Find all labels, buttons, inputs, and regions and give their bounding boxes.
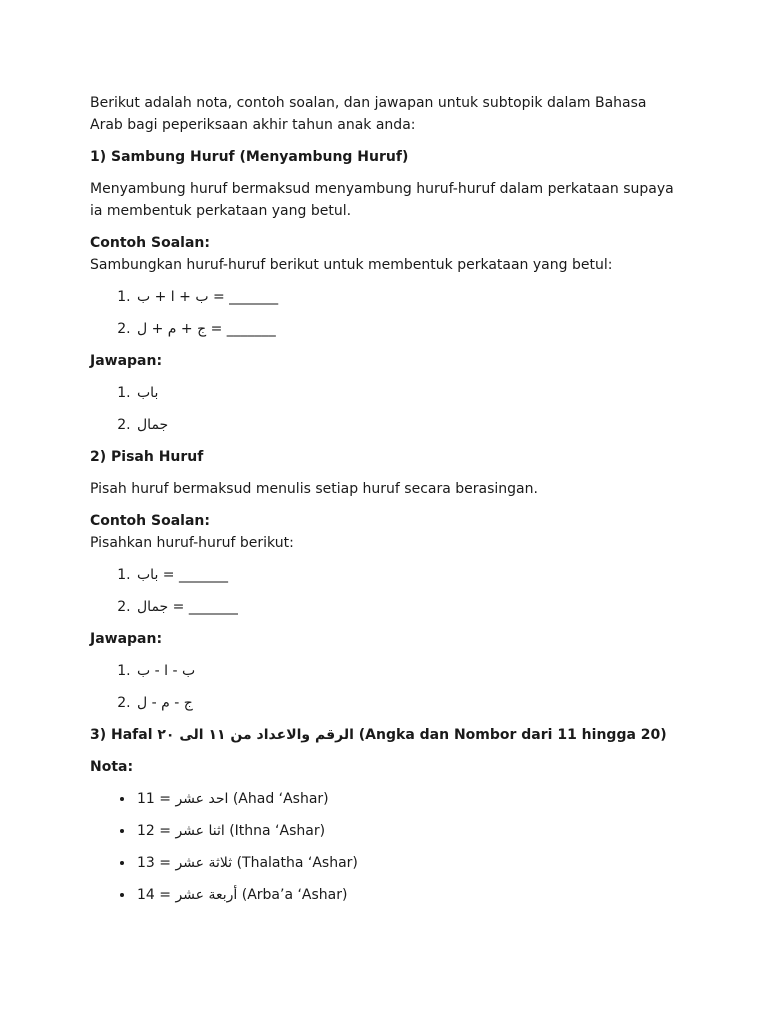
question-text: باب = _______ xyxy=(137,567,228,583)
section-3-number-list xyxy=(90,788,682,906)
answer-text: باب xyxy=(137,385,159,401)
number-latin: (Arba’a ‘Ashar) xyxy=(237,887,348,903)
list-item xyxy=(135,564,682,586)
list-item xyxy=(135,414,682,436)
list-item xyxy=(135,318,682,340)
section-3-heading-suffix: (Angka dan Nombor dari 11 hingga 20) xyxy=(353,727,667,743)
section-2-example-instruction: Pisahkan huruf-huruf berikut: xyxy=(90,535,294,551)
number-value: 13 = xyxy=(137,855,176,871)
answer-text: ب - ا - ب xyxy=(137,663,196,679)
question-text: ب + ا + ب = _______ xyxy=(137,289,279,305)
list-item xyxy=(135,788,682,810)
answer-text: جمال xyxy=(137,417,169,433)
list-item xyxy=(135,852,682,874)
section-3-heading-arabic: الرقم والاعداد من ١١ الى ٢٠ xyxy=(157,727,354,743)
number-latin: (Ithna ‘Ashar) xyxy=(224,823,326,839)
section-1-example-label: Contoh Soalan: xyxy=(90,235,210,251)
number-value: 12 = xyxy=(137,823,176,839)
number-value: 11 = xyxy=(137,791,176,807)
section-1-answer-label: Jawapan: xyxy=(90,353,163,369)
section-2-example-label: Contoh Soalan: xyxy=(90,513,210,529)
list-item xyxy=(135,596,682,618)
section-2-answer-list xyxy=(90,660,682,714)
section-2-description: Pisah huruf bermaksud menulis setiap huruf secara berasingan. xyxy=(90,481,538,497)
question-text: جمال = _______ xyxy=(137,599,238,615)
section-2-heading: 2) Pisah Huruf xyxy=(90,449,204,465)
section-1-description: Menyambung huruf bermaksud menyambung huruf-huruf dalam perkataan supaya ia membentuk perkataan yang betul. xyxy=(90,181,674,219)
section-1-heading: 1) Sambung Huruf (Menyambung Huruf) xyxy=(90,149,409,165)
number-arabic: أربعة عشر xyxy=(175,887,238,903)
section-2-question-list xyxy=(90,564,682,618)
intro-text: Berikut adalah nota, contoh soalan, dan jawapan untuk subtopik dalam Bahasa Arab bagi peperiksaan akhir tahun anak anda: xyxy=(90,95,647,133)
number-arabic: اثنا عشر xyxy=(175,823,225,839)
section-3-nota-label: Nota: xyxy=(90,759,134,775)
section-3-heading-prefix: 3) Hafal xyxy=(90,727,158,743)
number-arabic: احد عشر xyxy=(175,791,229,807)
list-item xyxy=(135,884,682,906)
number-latin: (Ahad ‘Ashar) xyxy=(228,791,329,807)
number-arabic: ثلاثة عشر xyxy=(175,855,233,871)
list-item xyxy=(135,660,682,682)
section-1-question-list xyxy=(90,286,682,340)
section-2-answer-label: Jawapan: xyxy=(90,631,163,647)
list-item xyxy=(135,382,682,404)
section-1-answer-list xyxy=(90,382,682,436)
list-item xyxy=(135,286,682,308)
list-item xyxy=(135,820,682,842)
answer-text: ج - م - ل xyxy=(137,695,193,711)
section-3-heading xyxy=(90,724,682,746)
question-text: ج + م + ل = _______ xyxy=(137,321,276,337)
list-item xyxy=(135,692,682,714)
number-latin: (Thalatha ‘Ashar) xyxy=(232,855,358,871)
number-value: 14 = xyxy=(137,887,176,903)
section-1-example-instruction: Sambungkan huruf-huruf berikut untuk membentuk perkataan yang betul: xyxy=(90,257,613,273)
